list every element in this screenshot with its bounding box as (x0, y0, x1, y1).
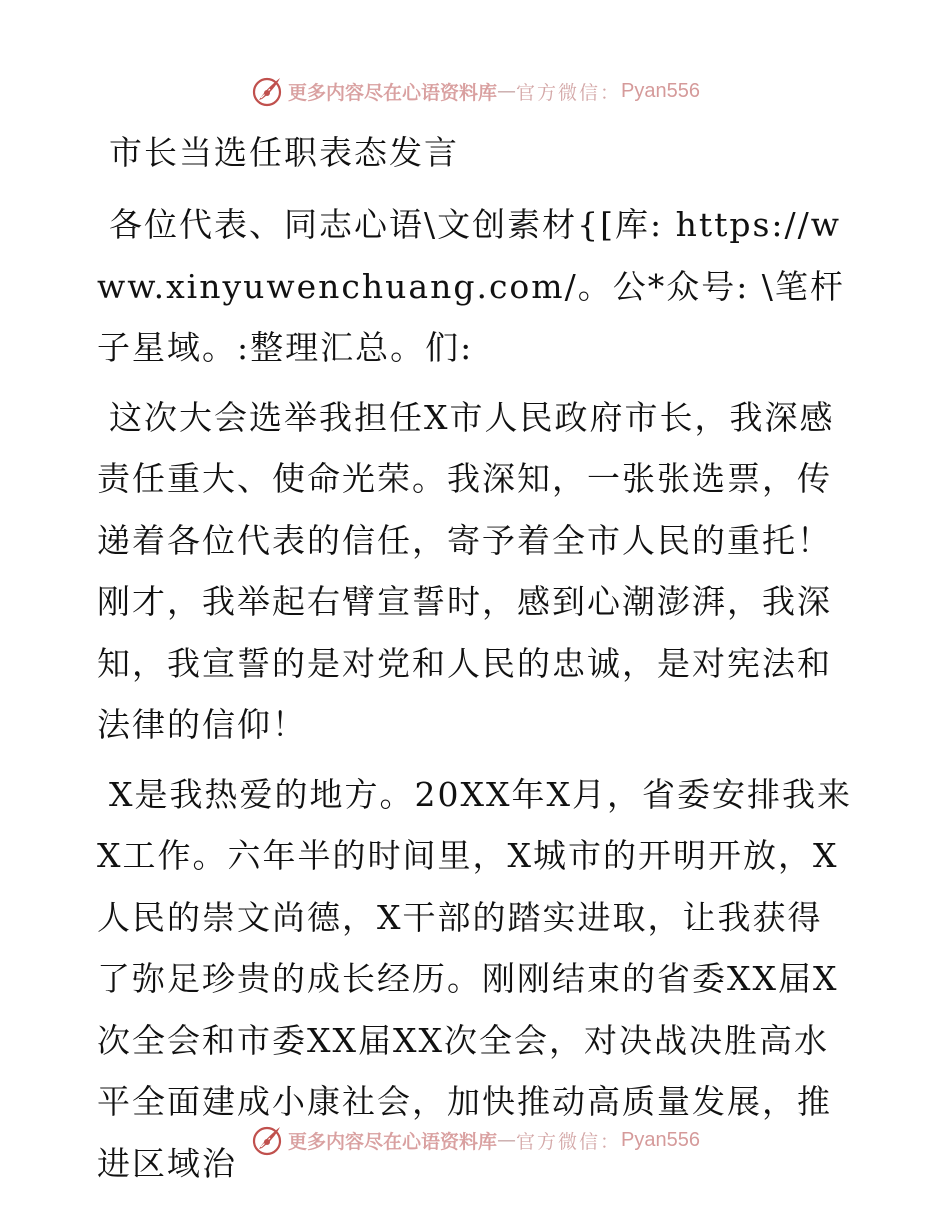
banner-dash: — (497, 1129, 517, 1151)
document-paragraph-2: 这次大会选举我担任X市人民政府市长，我深感责任重大、使命光荣。我深知，一张张选票，传递着各位代表的信任，寄予着全市人民的重托！刚才，我举起右臂宣誓时，感到心潮澎湃，我深知，我宣誓的是对党和人民的忠诚，是对宪法和法律的信仰！ (97, 397, 835, 744)
header-banner (0, 71, 950, 111)
document-paragraph-1: 各位代表、同志心语\文创素材{[库: https://www.xinyuwenchuang.com/。公*众号: \笔杆子星域。:整理汇总。们: (97, 205, 845, 367)
quill-pen-logo-icon (250, 1123, 284, 1157)
banner-official-label: 官方微信： (516, 81, 622, 104)
document-title: 市长当选任职表态发言 (109, 133, 459, 172)
banner-wechat-id: Pyan556 (621, 1128, 700, 1151)
banner-wechat-id: Pyan556 (621, 79, 700, 102)
footer-banner (0, 1120, 950, 1160)
document-body (97, 120, 857, 1202)
document-paragraph-3: X是我热爱的地方。20XX年X月，省委安排我来X工作。六年半的时间里，X城市的开明开放，X人民的崇文尚德，X干部的踏实进取，让我获得了弥足珍贵的成长经历。刚刚结束的省委XX届X次全会和市委XX届XX次全会，对决战决胜高水平全面建成小康社会，加快推动高质量发展，推进区域治 (97, 774, 852, 1183)
banner-dash: — (497, 80, 517, 102)
quill-pen-logo-icon (250, 74, 284, 108)
banner-official-label: 官方微信： (516, 1130, 622, 1153)
banner-brand-text: 更多内容尽在心语资料库 (288, 81, 498, 104)
banner-brand-text: 更多内容尽在心语资料库 (288, 1130, 498, 1153)
